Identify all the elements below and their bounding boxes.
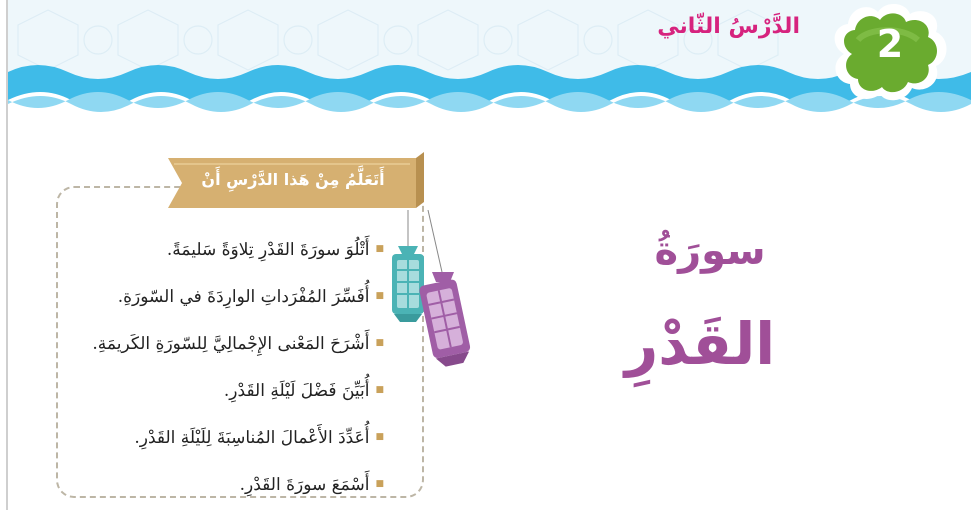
bullet-icon: ■ [375, 291, 384, 301]
purple-lantern-icon [418, 272, 473, 369]
objectives-heading: أَتَعَلَّمُ مِنْ هَذا الدَّرْسِ أَنْ [201, 170, 385, 189]
teal-lantern-icon [392, 246, 424, 322]
objective-text: أُعَدِّدَ الأَعْمالَ المُناسِبَةَ لِلَيْلَةِ القَدْرِ. [134, 427, 370, 448]
objective-item [70, 461, 384, 508]
bullet-icon: ■ [375, 432, 384, 442]
objectives-list [70, 226, 384, 508]
surah-label: سورَةُ [654, 228, 766, 274]
bullet-icon: ■ [375, 244, 384, 254]
surah-name: القَدْرِ [624, 310, 776, 378]
objective-text: أُفَسِّرَ المُفْرَداتِ الوارِدَةَ في السّورَةِ. [117, 286, 370, 307]
bullet-icon: ■ [375, 479, 384, 489]
objective-item [70, 414, 384, 461]
objective-item [70, 226, 384, 273]
objective-text: أَتْلُوَ سورَةَ القَدْرِ تِلاوَةً سَليمَةً. [166, 239, 370, 260]
objective-item [70, 367, 384, 414]
bullet-icon: ■ [375, 385, 384, 395]
objective-text: أَشْرَحَ المَعْنى الإِجْمالِيَّ لِلسّورَةِ الكَريمَةِ. [92, 333, 370, 354]
lesson-title: الدَّرْسُ الثّاني [657, 14, 800, 39]
objective-text: أُبَيِّنَ فَضْلَ لَيْلَةِ القَدْرِ. [223, 380, 370, 401]
bullet-icon: ■ [375, 338, 384, 348]
objective-item [70, 320, 384, 367]
objective-item [70, 273, 384, 320]
lesson-number: 2 [876, 22, 904, 66]
objective-text: أَسْمَعَ سورَةَ القَدْرِ. [239, 474, 370, 495]
lanterns-illustration [384, 210, 494, 370]
